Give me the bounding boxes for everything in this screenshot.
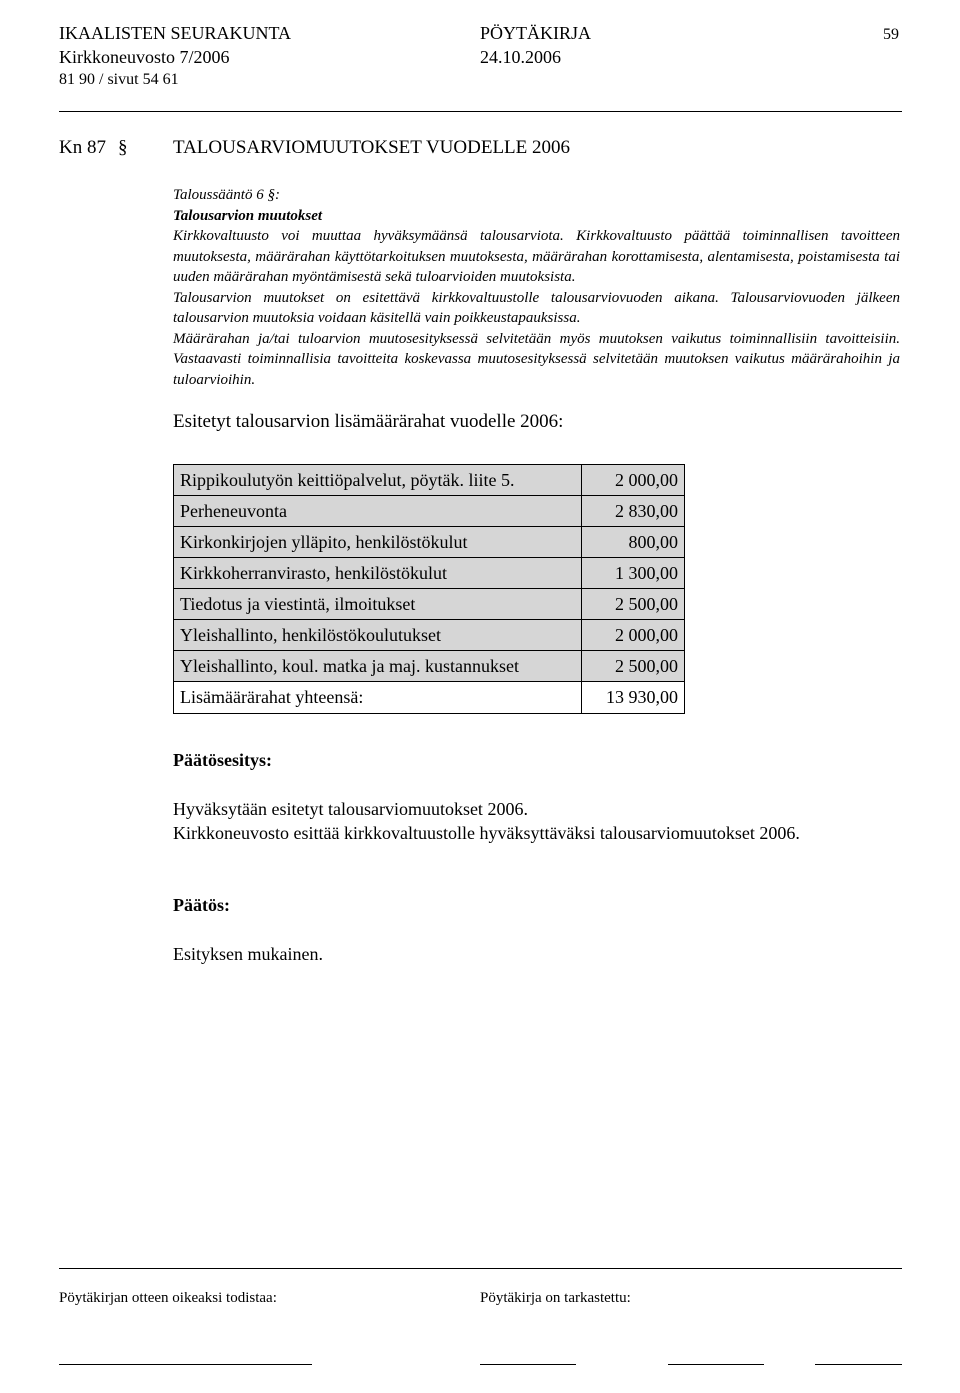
table-row [174, 589, 685, 620]
row-amount: 800,00 [582, 527, 685, 558]
regulation-excerpt [173, 185, 900, 390]
budget-intro: Esitetyt talousarvion lisämäärärahat vuodelle 2006: [173, 411, 564, 432]
row-name: Kirkonkirjojen ylläpito, henkilöstökulut [174, 527, 582, 558]
budget-table [173, 464, 685, 714]
document-type: PÖYTÄKIRJA [480, 23, 592, 43]
signature-line-reviewer-2 [668, 1364, 764, 1365]
certification-label: Pöytäkirjan otteen oikeaksi todistaa: [59, 1290, 277, 1306]
row-amount: 2 500,00 [582, 651, 685, 682]
row-amount: 2 000,00 [582, 620, 685, 651]
row-amount: 1 300,00 [582, 558, 685, 589]
item-number: Kn 87 [59, 137, 106, 158]
total-amount: 13 930,00 [582, 682, 685, 714]
signature-line-reviewer-3 [815, 1364, 902, 1365]
row-name: Yleishallinto, koul. matka ja maj. kustannukset [174, 651, 582, 682]
signature-line-reviewer-1 [480, 1364, 576, 1365]
item-title: TALOUSARVIOMUUTOKSET VUODELLE 2006 [173, 137, 571, 158]
meeting-date: 24.10.2006 [480, 47, 561, 67]
table-row [174, 527, 685, 558]
regulation-reference: Taloussääntö 6 §: [173, 187, 280, 203]
table-row [174, 496, 685, 527]
meeting-label: Kirkkoneuvosto 7/2006 [59, 47, 230, 67]
proposal-line-1: Hyväksytään esitetyt talousarviomuutokset 2006. [173, 799, 528, 819]
table-row [174, 651, 685, 682]
signature-line-certifier [59, 1364, 312, 1365]
proposal-line-2: Kirkkoneuvosto esittää kirkkovaltuustolle hyväksyttäväksi talousarviomuutokset 2006. [173, 823, 800, 843]
row-amount: 2 500,00 [582, 589, 685, 620]
regulation-paragraph-2: Talousarvion muutokset on esitettävä kirkkovaltuustolle talousarviovuoden aikana. Talousarviovuoden jälkeen talousarvion muutoksia voidaan käsitellä vain poikkeustapauksissa. [173, 289, 900, 326]
regulation-paragraph-3: Määrärahan ja/tai tuloarvion muutosesityksessä selvitetään myös muutoksen vaikutus toiminnallisiin tavoitteisiin. Vastaavasti toiminnallisia tavoitteita koskevassa muutosesityksessä selvitetään muutoksen vaikutus määrärahoihin ja tuloarvioihin. [173, 330, 900, 388]
footer-divider [59, 1268, 902, 1269]
table-total-row [174, 682, 685, 714]
row-name: Yleishallinto, henkilöstökoulutukset [174, 620, 582, 651]
row-amount: 2 830,00 [582, 496, 685, 527]
table-row [174, 620, 685, 651]
decision-text: Esityksen mukainen. [173, 944, 323, 964]
table-row [174, 558, 685, 589]
page-number: 59 [883, 26, 899, 43]
row-name: Perheneuvonta [174, 496, 582, 527]
row-amount: 2 000,00 [582, 465, 685, 496]
section-range: 81 90 / sivut 54 61 [59, 71, 179, 88]
header-divider [59, 111, 902, 112]
proposal-heading: Päätösesitys: [173, 750, 272, 770]
review-label: Pöytäkirja on tarkastettu: [480, 1290, 631, 1306]
section-mark: § [118, 137, 128, 158]
table-row [174, 465, 685, 496]
decision-heading: Päätös: [173, 895, 230, 915]
total-label: Lisämäärärahat yhteensä: [174, 682, 582, 714]
regulation-heading: Talousarvion muutokset [173, 207, 323, 224]
row-name: Kirkkoherranvirasto, henkilöstökulut [174, 558, 582, 589]
regulation-paragraph-1: Kirkkovaltuusto voi muuttaa hyväksymäänsä talousarviota. Kirkkovaltuusto päättää toiminnallisen tavoitteen muutoksesta, määrärahan käyttötarkoituksen muutoksesta, määrärahan korottamisesta, alentamisesta, poistamisesta tai uuden määrärahan myöntämisestä sekä tuloarvioiden muutoksista. [173, 228, 900, 285]
row-name: Rippikoulutyön keittiöpalvelut, pöytäk. liite 5. [174, 465, 582, 496]
organization-name: IKAALISTEN SEURAKUNTA [59, 23, 292, 43]
row-name: Tiedotus ja viestintä, ilmoitukset [174, 589, 582, 620]
